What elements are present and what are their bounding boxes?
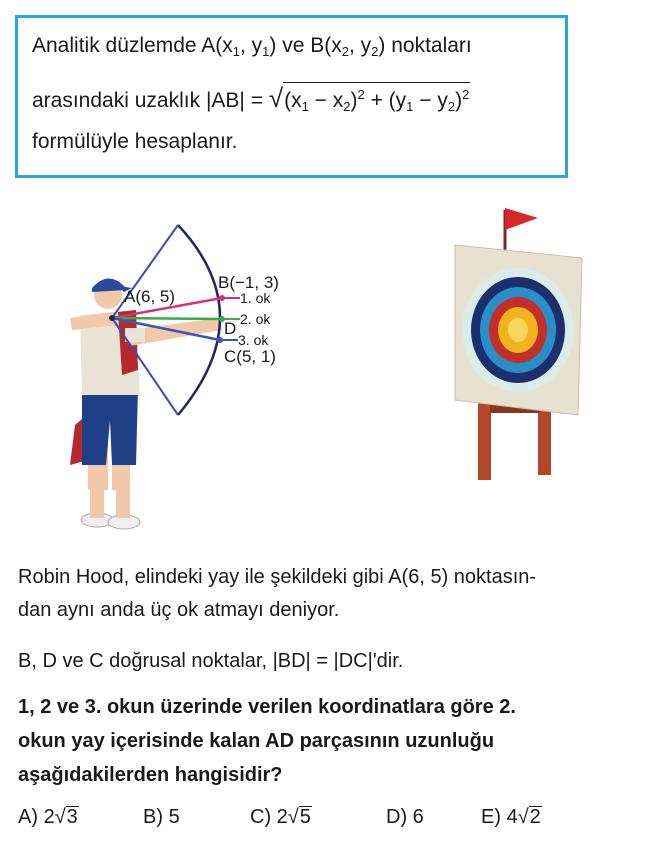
- text-segment: arasındaki uzaklık: [32, 89, 201, 112]
- subscript: 1: [406, 99, 414, 114]
- sqrt-symbol: √: [287, 806, 299, 828]
- formula-line-3: formülüyle hesaplanır.: [32, 130, 238, 153]
- option-letter: A): [18, 806, 38, 828]
- exponent: 2: [462, 87, 470, 102]
- arrow-label-1: 1. ok: [240, 290, 271, 306]
- option-value: 5: [168, 806, 180, 828]
- point-a: [109, 315, 115, 321]
- label-a: A(6, 5): [124, 287, 176, 306]
- question-line-2: okun yay içerisinde kalan AD parçasının uzunluğu: [18, 730, 495, 752]
- text-segment: , y: [348, 34, 372, 57]
- label-c: C(5, 1): [224, 347, 276, 366]
- formula-line-2: [32, 82, 470, 119]
- text-segment: (y: [388, 89, 407, 112]
- option-letter: B): [143, 806, 163, 828]
- subscript: 2: [447, 99, 456, 114]
- subscript: 2: [343, 99, 351, 114]
- text-segment: (x: [284, 89, 302, 112]
- problem-text-line-3: B, D ve C doğrusal noktalar, |BD| = |DC|'dir.: [18, 650, 404, 672]
- option-letter: E): [481, 806, 501, 828]
- arrow-label-3: 3. ok: [238, 332, 269, 348]
- question-line-1: 1, 2 ve 3. okun üzerinde verilen koordinatlara göre 2.: [18, 696, 516, 718]
- target-illustration: [455, 208, 582, 480]
- subscript: 1: [262, 44, 270, 59]
- text-segment: ) noktaları: [378, 34, 472, 57]
- option-letter: D): [386, 806, 408, 828]
- option-radicand: 5: [299, 806, 311, 828]
- text-segment: − x: [308, 89, 344, 112]
- text-segment: − y: [413, 89, 448, 112]
- option-b[interactable]: [143, 806, 180, 829]
- text-segment: ): [455, 89, 463, 112]
- option-a[interactable]: [18, 806, 79, 829]
- text-segment: ) ve B(x: [269, 34, 342, 57]
- subscript: 1: [232, 44, 240, 59]
- subscript: 2: [341, 44, 349, 59]
- problem-text-line-2: dan aynı anda üç ok atmayı deniyor.: [18, 599, 340, 621]
- point-c: [217, 337, 223, 343]
- label-b: B(−1, 3): [218, 273, 279, 292]
- option-c[interactable]: [250, 806, 312, 829]
- option-radicand: 3: [66, 806, 78, 828]
- option-radicand: 2: [529, 806, 541, 828]
- subscript: 2: [371, 44, 379, 59]
- option-value: 2: [276, 806, 288, 828]
- text-segment: , y: [240, 34, 263, 57]
- text-segment: ): [350, 89, 358, 112]
- archery-figure: [0, 190, 650, 550]
- option-value: 4: [506, 806, 518, 828]
- text-segment: Analitik düzlemde A(x: [32, 34, 233, 57]
- formula-box: [15, 15, 568, 178]
- sqrt-content: [283, 82, 470, 119]
- sqrt-symbol: √: [54, 806, 66, 828]
- sqrt-symbol: √: [268, 83, 284, 113]
- option-d[interactable]: [386, 806, 424, 829]
- archer-illustration: [70, 278, 222, 529]
- formula-line-1: [32, 34, 472, 59]
- distance-lhs: |AB| =: [205, 89, 263, 112]
- point-b: [219, 295, 225, 301]
- option-value: 2: [43, 806, 55, 828]
- label-d: D: [224, 319, 237, 338]
- arrow-line-2: [112, 318, 222, 319]
- question-line-3: aşağıdakilerden hangisidir?: [18, 764, 283, 786]
- problem-text-line-1: Robin Hood, elindeki yay ile şekildeki gibi A(6, 5) noktasın-: [18, 566, 537, 588]
- option-letter: C): [250, 806, 272, 828]
- option-value: 6: [412, 806, 424, 828]
- arrow-label-2: 2. ok: [240, 311, 271, 327]
- text-segment: +: [364, 89, 389, 112]
- exponent: 2: [357, 87, 365, 102]
- option-e[interactable]: [481, 806, 542, 829]
- sqrt-symbol: √: [517, 806, 529, 828]
- subscript: 1: [301, 99, 309, 114]
